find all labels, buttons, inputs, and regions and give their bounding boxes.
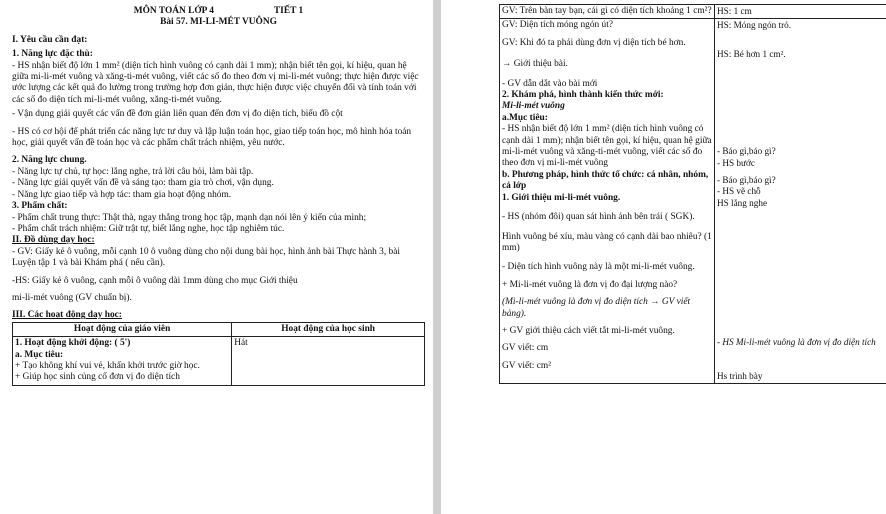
cell-text: + Giúp học sinh củng cố đơn vị đo diện tích [15, 372, 180, 383]
paragraph: - Năng lực tự chủ, tự học: lắng nghe, trả lời câu hỏi, làm bài tập. [12, 166, 254, 177]
paragraph: - Phẩm chất trách nhiệm: Giữ trật tự, biết lắng nghe, học tập nghiêm túc. [12, 223, 285, 234]
paragraph: mi-li-mét vuông (GV chuẩn bị). [12, 292, 132, 303]
cell-text: 1. Hoạt động khởi động: ( 5') [15, 338, 131, 349]
cell-text: - HS Mi-li-mét vuông là đơn vị đo diện tích [717, 337, 876, 348]
paragraph: - HS nhận biết độ lớn 1 mm² (diện tích hình vuông có cạnh dài 1 mm); nhận biết tên gọi, kí hiệu, quan hệ giữa mi-li-mét vuông và xăng-ti-mét vuông, viết các số đo theo đơn vị mi-li-mét vuông; thực hiện được việc ước lượng các kết quả đo lường trong trường hợp đơn giản, thực hiện được việc chuyển đổi và tính toán với các số đo diện tích mi-li-mét vuông, xăng-ti-mét vuông. [12, 60, 419, 105]
cell-text: Mi-li-mét vuông [502, 101, 565, 112]
page-gap [433, 0, 441, 514]
table-cell [13, 337, 232, 386]
activity-table-continued [499, 4, 886, 384]
cell-text: → Giới thiệu bài. [502, 59, 568, 70]
subsection-heading: 1. Năng lực đặc thù: [12, 49, 93, 60]
cell-text: + Tạo không khí vui vẻ, khấn khởi trước giờ học. [15, 360, 200, 371]
subsection-heading: 2. Năng lực chung. [12, 155, 87, 166]
cell-text: HS: Bé hơn 1 cm². [717, 48, 786, 59]
table-cell: HS: 1 cm [715, 5, 886, 19]
table-cell [500, 19, 715, 384]
cell-text: a.Mục tiêu: [502, 112, 548, 123]
cell-text: GV: Diện tích móng ngón út? [502, 20, 614, 31]
cell-text: HS lắng nghe [717, 197, 768, 208]
paragraph: -HS: Giấy kẻ ô vuông, cạnh mỗi ô vuông dài 1mm dùng cho mục Giới thiệu [12, 275, 298, 286]
paragraph: - Phẩm chất trung thực: Thật thà, ngay thẳng trong học tập, mạnh dạn nói lên ý kiến của mình; [12, 212, 367, 223]
cell-text: Hs trình bày [717, 370, 763, 381]
cell-text: - HS (nhóm đôi) quan sát hình ảnh bên trái ( SGK). [502, 212, 695, 223]
cell-text: 1. Giới thiệu mi-li-mét vuông. [502, 192, 621, 203]
cell-text: GV viết: cm [502, 343, 549, 354]
cell-text: GV viết: cm² [502, 360, 551, 371]
cell-text: - Báo gì,báo gì? [717, 175, 776, 186]
cell-text: - HS nhận biết độ lớn 1 mm² (diện tích hình vuông có cạnh dài 1 mm); nhận biết tên gọi, kí hiệu, quan hệ giữa mi-li-mét vuông và xăng-ti-mét vuông, viết các số đo theo đơn vị mi-li-mét vuông [502, 124, 712, 169]
cell-text: a. Mục tiêu: [15, 349, 64, 360]
cell-text: HS: Móng ngón trỏ. [717, 20, 792, 31]
cell-text: - Diện tích hình vuông này là một mi-li-mét vuông. [502, 262, 695, 273]
paragraph: - GV: Giấy kẻ ô vuông, mỗi cạnh 10 ô vuông dùng cho nội dung bài học, hình ảnh bài Thực hành 3, bài Luyện tập 1 và bài Khám phá ( nếu cần). [12, 246, 400, 269]
table-header: Hoạt động của học sinh [232, 322, 425, 336]
table-cell: GV: Trên bàn tay bạn, cái gì có diện tích khoảng 1 cm²? [500, 5, 715, 19]
paragraph: - HS có cơ hội để phát triển các năng lực tư duy và lập luận toán học, giao tiếp toán học, mô hình hóa toán học, giải quyết vấn đề toán học và các phẩm chất trách nhiệm, yêu nước. [12, 126, 412, 149]
paragraph: - Năng lực giải quyết vấn đề và sáng tạo: tham gia trò chơi, vận dụng. [12, 178, 274, 189]
table-cell: Hát [232, 337, 425, 386]
cell-text: + GV giới thiệu cách viết tắt mi-li-mét vuông. [502, 325, 675, 336]
table-header: Hoạt động của giáo viên [13, 322, 232, 336]
cell-text: 2. Khám phá, hình thành kiến thức mới: [502, 90, 664, 101]
activity-table [12, 322, 425, 386]
section-heading: I. Yêu cầu cần đạt: [12, 34, 88, 45]
cell-text: - Báo gì,báo gì? [717, 146, 776, 157]
cell-text: b. Phương pháp, hình thức tổ chức: cá nhân, nhóm, cả lớp [502, 169, 709, 192]
cell-text: - GV dẫn dắt vào bài mới [502, 78, 598, 89]
subsection-heading: 3. Phẩm chất: [12, 201, 68, 212]
cell-text: Hình vuông bé xíu, màu vàng có cạnh dài bao nhiêu? (1 mm) [502, 231, 712, 253]
lesson-subtitle: Bài 57. MI-LI-MÉT VUÔNG [160, 17, 277, 28]
lesson-title: MÔN TOÁN LỚP 4 TIẾT 1 [133, 6, 304, 16]
section-heading: III. Các hoạt động dạy học: [12, 310, 122, 321]
cell-text: - HS vẽ chỗ [717, 186, 761, 197]
paragraph: - Vận dụng giải quyết các vấn đề đơn giản liên quan đến đơn vị đo diện tích, biểu đồ cột [12, 109, 343, 120]
right-page [441, 0, 886, 514]
cell-text: GV: Khi đó ta phải dùng đơn vị diện tích bé hơn. [502, 37, 686, 48]
cell-text: (Mi-li-mét vuông là đơn vị đo diện tích → GV viết bảng). [502, 297, 691, 319]
table-cell [715, 19, 886, 384]
cell-text: - HS bước [717, 157, 755, 168]
section-heading: II. Đồ dùng dạy học: [12, 235, 95, 246]
cell-text: + Mi-li-mét vuông là đơn vị đo đại lượng nào? [502, 279, 678, 290]
left-page [0, 0, 433, 514]
paragraph: - Năng lực giao tiếp và hợp tác: tham gia hoạt động nhóm. [12, 189, 232, 200]
